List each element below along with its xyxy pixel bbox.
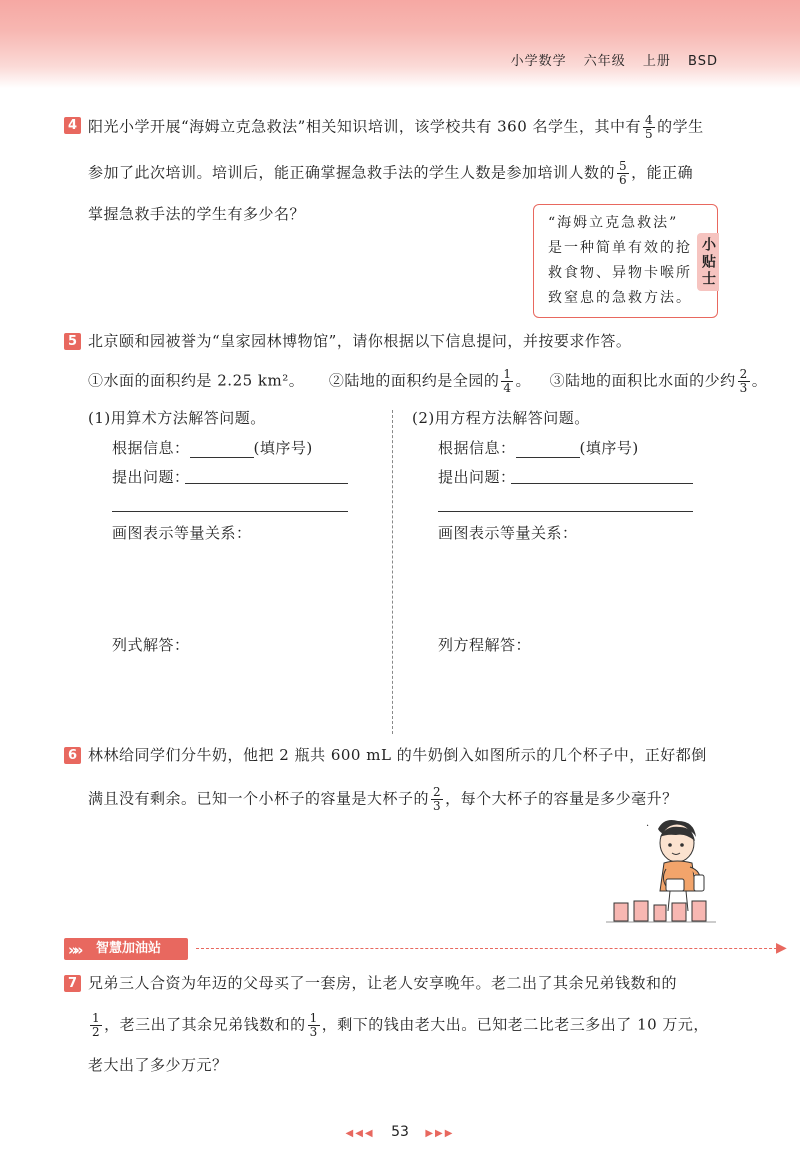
banner-label-box xyxy=(64,938,188,960)
question-7-line-2 xyxy=(88,1012,709,1039)
arrow-right-icon: ▶ xyxy=(776,940,787,956)
triple-right-arrow-icon: ▶▶▶ xyxy=(425,1128,455,1139)
q4-text-1a: 阳光小学开展“海姆立克急救法”相关知识培训，该学校共有 360 名学生，其中有 xyxy=(88,117,642,136)
header-subject: 小学数学 xyxy=(510,54,567,69)
info-3b: 。 xyxy=(751,371,768,390)
q5-right-ask-line-2[interactable] xyxy=(438,511,693,512)
tip-box xyxy=(533,204,718,318)
frac-den: 2 xyxy=(92,1025,101,1039)
header-volume: 上册 xyxy=(642,54,671,69)
q7-text-2a: ，老三出了其余兄弟钱数和的 xyxy=(104,1015,306,1034)
column-divider xyxy=(392,410,393,734)
frac-num: 2 xyxy=(433,785,442,799)
fraction-2-3 xyxy=(431,786,443,813)
q5-left-ask-line-1[interactable] xyxy=(185,483,348,484)
tip-line-3: 救食物、异物卡喉所 xyxy=(548,265,692,281)
tip-line-2: 是一种简单有效的抢 xyxy=(548,240,692,256)
header-info xyxy=(499,50,718,69)
tip-text xyxy=(548,211,692,311)
q4-text-2a: 参加了此次培训。培训后，能正确掌握急救手法的学生人数是参加培训人数的 xyxy=(88,163,616,182)
q5-right-ask-label: 提出问题： xyxy=(438,468,516,486)
fraction-1-4 xyxy=(501,368,513,395)
frac-num: 1 xyxy=(92,1011,101,1025)
q5-right-ask-line-1[interactable] xyxy=(511,483,693,484)
q4-text-1b: 的学生 xyxy=(657,117,704,136)
question-4-line-2 xyxy=(88,160,693,187)
triple-left-arrow-icon: ◀◀◀ xyxy=(345,1128,375,1139)
q7-text-2b: ，剩下的钱由老大出。已知老二比老三多出了 10 万元， xyxy=(321,1015,709,1034)
q5-left-info-row xyxy=(112,437,313,458)
q5-left-ask-label: 提出问题： xyxy=(112,468,190,486)
question-5-number: 5 xyxy=(64,333,81,350)
banner-dashed-line xyxy=(196,948,782,949)
info-1: ①水面的面积约是 2.25 km²。 xyxy=(88,371,305,390)
question-5-intro: 北京颐和园被誉为“皇家园林博物馆”，请你根据以下信息提问，并按要求作答。 xyxy=(88,332,632,350)
page-number: 53 xyxy=(391,1124,409,1140)
question-7-line-1: 兄弟三人合资为年迈的父母买了一套房，让老人安享晚年。老二出了其余兄弟钱数和的 xyxy=(88,974,678,992)
fraction-4-5 xyxy=(643,114,655,141)
frac-num: 1 xyxy=(309,1011,318,1025)
question-5-info xyxy=(88,368,767,395)
q6-text-2a: 满且没有剩余。已知一个小杯子的容量是大杯子的 xyxy=(88,789,430,808)
tip-line-4: 致窒息的急救方法。 xyxy=(548,290,692,306)
frac-den: 5 xyxy=(645,127,654,141)
q4-text-2b: ，能正确 xyxy=(631,163,694,182)
header-grade: 六年级 xyxy=(583,54,626,69)
q5-left-fill-hint: (填序号) xyxy=(253,439,313,457)
question-6-line-1: 林林给同学们分牛奶，他把 2 瓶共 600 mL 的牛奶倒入如图所示的几个杯子中，正好都倒 xyxy=(88,746,707,764)
header-band xyxy=(0,0,800,88)
question-4-line-3: 掌握急救手法的学生有多少名？ xyxy=(88,205,306,223)
q5-left-info-blank[interactable] xyxy=(190,444,254,458)
double-chevron-icon: »» xyxy=(68,941,80,959)
fraction-5-6 xyxy=(617,160,629,187)
question-7-number: 7 xyxy=(64,975,81,992)
frac-num: 5 xyxy=(619,159,628,173)
q5-right-solve-label: 列方程解答： xyxy=(438,636,532,654)
q5-right-info-row xyxy=(438,437,639,458)
q5-right-title: (2)用方程方法解答问题。 xyxy=(412,409,590,427)
q5-left-draw-label: 画图表示等量关系： xyxy=(112,524,252,542)
tip-tab: 小贴士 xyxy=(697,233,719,291)
info-3a: ③陆地的面积比水面的少约 xyxy=(549,371,736,390)
boy-pouring-milk-illustration xyxy=(606,815,726,930)
q5-left-title: (1)用算术方法解答问题。 xyxy=(88,409,266,427)
question-7-line-3: 老大出了多少万元？ xyxy=(88,1056,228,1074)
info-2a: ②陆地的面积约是全园的 xyxy=(328,371,500,390)
banner-label: 智慧加油站 xyxy=(96,941,162,956)
q6-text-2b: ，每个大杯子的容量是多少毫升？ xyxy=(445,789,678,808)
frac-den: 6 xyxy=(619,173,628,187)
fraction-1-2 xyxy=(90,1012,102,1039)
page-footer xyxy=(0,1124,800,1140)
frac-den: 3 xyxy=(739,381,748,395)
q5-left-solve-label: 列式解答： xyxy=(112,636,190,654)
question-4-number: 4 xyxy=(64,117,81,134)
header-edition: BSD xyxy=(688,54,718,69)
frac-den: 4 xyxy=(503,381,512,395)
frac-den: 3 xyxy=(433,799,442,813)
q5-left-ask-line-2[interactable] xyxy=(112,511,348,512)
question-6-number: 6 xyxy=(64,747,81,764)
q5-left-info-label: 根据信息： xyxy=(112,439,190,457)
tip-line-1: “海姆立克急救法” xyxy=(548,215,679,231)
frac-num: 2 xyxy=(739,367,748,381)
fraction-1-3 xyxy=(308,1012,320,1039)
frac-num: 4 xyxy=(645,113,654,127)
question-4-line-1 xyxy=(88,114,704,141)
svg-text:·: · xyxy=(646,821,650,832)
frac-num: 1 xyxy=(503,367,512,381)
question-6-line-2 xyxy=(88,786,678,813)
info-2b: 。 xyxy=(515,371,531,390)
q5-right-info-blank[interactable] xyxy=(516,444,580,458)
q5-right-info-label: 根据信息： xyxy=(438,439,516,457)
q5-right-fill-hint: (填序号) xyxy=(579,439,639,457)
q5-right-draw-label: 画图表示等量关系： xyxy=(438,524,578,542)
fraction-2-3 xyxy=(738,368,750,395)
frac-den: 3 xyxy=(309,1025,318,1039)
